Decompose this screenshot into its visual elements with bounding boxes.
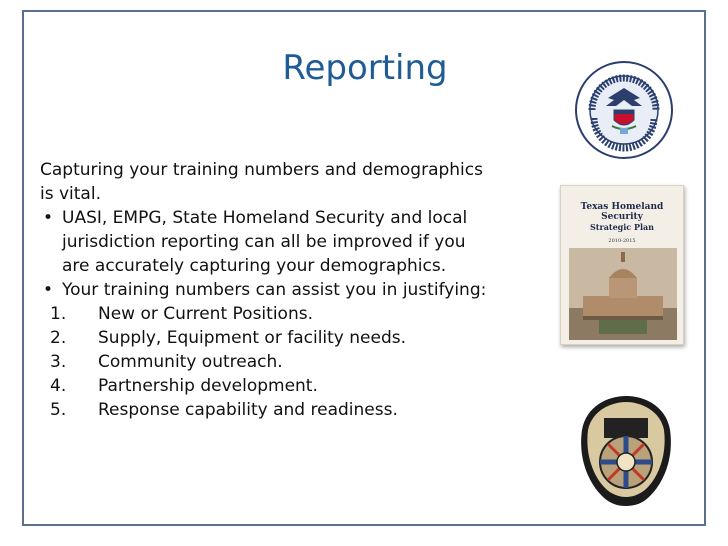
bullet-line: UASI, EMPG, State Homeland Security and local	[62, 208, 468, 228]
list-number: 4.	[50, 376, 67, 396]
cover-title: Texas Homeland Security	[580, 202, 664, 222]
slide-body	[40, 158, 520, 422]
fire-department-badge-icon	[578, 392, 674, 510]
list-number: 1.	[50, 304, 67, 324]
bullet-line: Your training numbers can assist you in justifying:	[62, 280, 487, 300]
bullet-item	[40, 206, 520, 278]
list-item	[40, 326, 520, 350]
bullet-dot-icon: •	[43, 280, 54, 300]
list-number: 5.	[50, 400, 67, 420]
dhs-seal-icon	[574, 60, 674, 160]
list-text: New or Current Positions.	[98, 304, 313, 324]
cover-subtitle: Strategic Plan	[590, 222, 654, 232]
list-number: 2.	[50, 328, 67, 348]
bullet-dot-icon: •	[43, 208, 54, 228]
bullet-item	[40, 278, 520, 302]
intro-line: Capturing your training numbers and demographics	[40, 160, 483, 180]
list-text: Community outreach.	[98, 352, 283, 372]
page-title: Reporting	[282, 48, 448, 88]
list-number: 3.	[50, 352, 67, 372]
list-text: Response capability and readiness.	[98, 400, 398, 420]
cover-years: 2010-2015	[608, 238, 636, 244]
list-item	[40, 350, 520, 374]
list-item	[40, 398, 520, 422]
strategic-plan-cover	[560, 185, 684, 345]
bullet-line: jurisdiction reporting can all be improved if you	[62, 232, 466, 252]
intro-paragraph	[40, 158, 520, 206]
list-text: Partnership development.	[98, 376, 318, 396]
bullet-line: are accurately capturing your demographics.	[62, 256, 447, 276]
numbered-list	[40, 302, 520, 422]
list-item	[40, 374, 520, 398]
intro-line: is vital.	[40, 184, 101, 204]
capitol-building-icon	[569, 248, 677, 340]
list-text: Supply, Equipment or facility needs.	[98, 328, 407, 348]
list-item	[40, 302, 520, 326]
